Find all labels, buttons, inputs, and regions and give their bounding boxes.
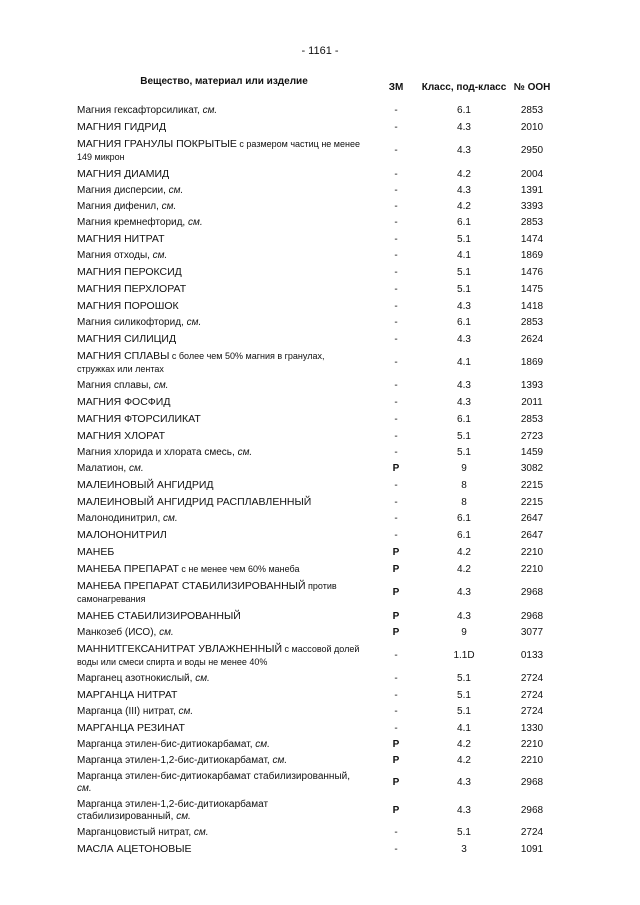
marine-pollutant-cell: -	[394, 185, 398, 196]
class-cell: 4.3	[457, 777, 471, 788]
table-row	[77, 136, 557, 166]
substance-name-cell	[77, 625, 371, 641]
un-number-cell: 2853	[520, 413, 544, 425]
class-cell: 4.3	[457, 805, 471, 816]
un-number-cell: 2724	[520, 827, 544, 838]
substance-name: МАГНИЯ СПЛАВЫ	[77, 350, 170, 362]
class-cell: 5.1	[457, 233, 471, 245]
un-number-cell: 2724	[520, 673, 544, 684]
substance-name-cell	[77, 119, 371, 136]
un-number-cell: 2010	[520, 121, 544, 133]
table-row	[77, 704, 557, 720]
substance-name-cell	[77, 477, 371, 494]
marine-pollutant-cell: -	[394, 689, 398, 701]
un-number-cell: 2215	[520, 496, 544, 508]
substance-name-cell	[77, 753, 371, 769]
un-number-cell: 1459	[520, 447, 544, 458]
table-row	[77, 394, 557, 411]
see-reference: см.	[269, 755, 288, 766]
marine-pollutant-cell: -	[394, 333, 398, 345]
class-cell: 4.2	[457, 755, 471, 766]
marine-pollutant-cell: P	[392, 563, 400, 575]
un-number-cell: 3393	[520, 201, 544, 212]
table-row	[77, 737, 557, 753]
table-row	[77, 348, 557, 378]
un-number-cell: 1869	[520, 357, 544, 368]
marine-pollutant-cell: -	[394, 447, 398, 458]
substance-name-cell	[77, 348, 371, 378]
class-cell: 5.1	[457, 689, 471, 701]
class-cell: 4.3	[457, 121, 471, 133]
marine-pollutant-cell: -	[394, 283, 398, 295]
substance-name-cell	[77, 608, 371, 625]
class-cell: 4.2	[457, 739, 471, 750]
un-number-cell: 1475	[520, 283, 544, 295]
substance-name: Марганец азотнокислый,	[77, 673, 193, 684]
table-row	[77, 378, 557, 394]
substance-name-cell	[77, 461, 371, 477]
substance-name-cell	[77, 281, 371, 298]
table-row	[77, 641, 557, 671]
substance-name: МАГНИЯ ДИАМИД	[77, 168, 170, 180]
marine-pollutant-cell: P	[392, 610, 400, 622]
substance-name: Магния сплавы,	[77, 380, 152, 391]
substance-name-cell	[77, 136, 371, 166]
marine-pollutant-cell: P	[392, 627, 400, 638]
class-cell: 1.1D	[453, 650, 475, 661]
un-number-cell: 2210	[520, 755, 544, 766]
table-row	[77, 687, 557, 704]
substance-name: МАРГАНЦА РЕЗИНАТ	[77, 722, 185, 734]
substance-name-cell	[77, 841, 371, 858]
class-cell: 6.1	[457, 413, 471, 425]
substance-name: МАНЕБА ПРЕПАРАТ СТАБИЛИЗИРОВАННЫЙ	[77, 580, 306, 592]
marine-pollutant-cell: P	[392, 546, 400, 558]
table-row	[77, 527, 557, 544]
marine-pollutant-cell: P	[392, 587, 400, 598]
table-row	[77, 199, 557, 215]
substance-name-cell	[77, 428, 371, 445]
un-number-cell: 2210	[520, 739, 544, 750]
class-cell: 5.1	[457, 673, 471, 684]
table-row	[77, 841, 557, 858]
substance-name: МАГНИЯ СИЛИЦИД	[77, 333, 177, 345]
table-row	[77, 578, 557, 608]
see-reference: см.	[234, 447, 253, 458]
table-row	[77, 331, 557, 348]
marine-pollutant-cell: -	[394, 843, 398, 855]
marine-pollutant-cell: -	[394, 233, 398, 245]
substance-name-cell	[77, 248, 371, 264]
marine-pollutant-cell: -	[394, 168, 398, 180]
class-cell: 3	[461, 843, 467, 855]
un-number-cell: 2968	[520, 587, 544, 598]
substance-name: МАГНИЯ ПЕРХЛОРАТ	[77, 283, 187, 295]
un-number-cell: 2724	[520, 689, 544, 701]
class-cell: 4.2	[457, 546, 471, 558]
table-row	[77, 511, 557, 527]
marine-pollutant-cell: P	[392, 463, 400, 474]
substance-name-cell	[77, 315, 371, 331]
substance-name-cell	[77, 298, 371, 315]
un-number-cell: 2210	[520, 546, 544, 558]
marine-pollutant-cell: -	[394, 496, 398, 508]
substance-name-cell	[77, 797, 371, 825]
substance-name-cell	[77, 215, 371, 231]
substance-qualifier: с более чем 50% магния в гранулах, стружках или лентах	[77, 351, 325, 374]
class-cell: 8	[461, 496, 467, 508]
see-reference: см.	[158, 201, 177, 212]
marine-pollutant-cell: -	[394, 145, 398, 156]
see-reference: см.	[156, 627, 174, 638]
table-row	[77, 720, 557, 737]
marine-pollutant-cell: P	[392, 805, 400, 816]
marine-pollutant-cell: -	[394, 430, 398, 442]
table-row	[77, 103, 557, 119]
class-cell: 4.2	[457, 201, 471, 212]
header-marine-pollutant: ЗМ	[388, 81, 404, 93]
substance-name: МАНЕБ	[77, 546, 115, 558]
un-number-cell: 2853	[520, 317, 544, 328]
substance-name-cell	[77, 264, 371, 281]
class-cell: 5.1	[457, 283, 471, 295]
class-cell: 6.1	[457, 317, 471, 328]
table-row	[77, 215, 557, 231]
marine-pollutant-cell: -	[394, 121, 398, 133]
substance-qualifier: против самонагревания	[77, 581, 337, 604]
substance-name: Марганца этилен-бис-дитиокарбамат,	[77, 739, 253, 750]
table-row	[77, 248, 557, 264]
substance-name: МАННИТГЕКСАНИТРАТ УВЛАЖНЕННЫЙ	[77, 643, 283, 655]
table-row	[77, 231, 557, 248]
un-number-cell: 2647	[520, 529, 544, 541]
un-number-cell: 2968	[520, 610, 544, 622]
un-number-cell: 2853	[520, 105, 544, 116]
see-reference: см.	[160, 513, 178, 524]
substance-name-cell	[77, 511, 371, 527]
substance-name: Малонодинитрил,	[77, 513, 161, 524]
see-reference: см.	[173, 811, 191, 822]
marine-pollutant-cell: -	[394, 266, 398, 278]
substance-name-cell	[77, 183, 371, 199]
substance-name-cell	[77, 411, 371, 428]
substance-name: Марганца этилен-1,2-бис-дитиокарбамат,	[77, 755, 270, 766]
substance-name: МАРГАНЦА НИТРАТ	[77, 689, 178, 701]
substance-name-cell	[77, 687, 371, 704]
class-cell: 4.2	[457, 563, 471, 575]
see-reference: см.	[175, 706, 194, 717]
see-reference: см.	[183, 317, 202, 328]
un-number-cell: 2210	[520, 563, 544, 575]
class-cell: 4.3	[457, 333, 471, 345]
table-row	[77, 625, 557, 641]
substance-name: МАГНИЯ НИТРАТ	[77, 233, 165, 245]
see-reference: см.	[165, 185, 184, 196]
class-cell: 5.1	[457, 827, 471, 838]
class-cell: 5.1	[457, 447, 471, 458]
substance-name: МАГНИЯ ХЛОРАТ	[77, 430, 166, 442]
see-reference: см.	[185, 217, 203, 228]
marine-pollutant-cell: -	[394, 827, 398, 838]
substance-name-cell	[77, 103, 371, 119]
substance-name-cell	[77, 544, 371, 561]
un-number-cell: 1391	[520, 185, 544, 196]
marine-pollutant-cell: P	[392, 739, 400, 750]
un-number-cell: 2950	[520, 145, 544, 156]
table-row	[77, 494, 557, 511]
un-number-cell: 2724	[520, 706, 544, 717]
substance-name: МАНЕБА ПРЕПАРАТ	[77, 563, 179, 575]
table-row	[77, 477, 557, 494]
table-row	[77, 769, 557, 797]
substance-name-cell	[77, 394, 371, 411]
see-reference: см.	[149, 250, 168, 261]
substance-qualifier: с массовой долей воды или смеси спирта и воды не менее 40%	[77, 644, 360, 667]
table-row	[77, 797, 557, 825]
marine-pollutant-cell: -	[394, 650, 398, 661]
marine-pollutant-cell: -	[394, 706, 398, 717]
marine-pollutant-cell: -	[394, 300, 398, 312]
substance-name: МАГНИЯ ФОСФИД	[77, 396, 171, 408]
un-number-cell: 0133	[520, 650, 544, 661]
marine-pollutant-cell: P	[392, 755, 400, 766]
substance-name: МАГНИЯ ПОРОШОК	[77, 300, 179, 312]
header-un-number: № ООН	[513, 81, 551, 93]
class-cell: 4.3	[457, 300, 471, 312]
table-row	[77, 411, 557, 428]
table-row	[77, 281, 557, 298]
class-cell: 4.1	[457, 722, 471, 734]
un-number-cell: 3082	[520, 463, 544, 474]
class-cell: 4.3	[457, 145, 471, 156]
substance-name: МАНЕБ СТАБИЛИЗИРОВАННЫЙ	[77, 610, 241, 622]
marine-pollutant-cell: -	[394, 380, 398, 391]
substance-name-cell	[77, 331, 371, 348]
un-number-cell: 1418	[520, 300, 544, 312]
class-cell: 6.1	[457, 105, 471, 116]
un-number-cell: 2004	[520, 168, 544, 180]
substance-name-cell	[77, 720, 371, 737]
substance-qualifier: с размером частиц не менее 149 микрон	[77, 139, 360, 162]
substance-name: МАСЛА АЦЕТОНОВЫЕ	[77, 843, 192, 855]
class-cell: 4.1	[457, 357, 471, 368]
un-number-cell: 1091	[520, 843, 544, 855]
substance-name-cell	[77, 231, 371, 248]
substance-name: Магния силикофторид,	[77, 317, 184, 328]
substances-table	[77, 72, 557, 858]
marine-pollutant-cell: -	[394, 479, 398, 491]
marine-pollutant-cell: -	[394, 357, 398, 368]
substance-name-cell	[77, 641, 371, 671]
class-cell: 4.3	[457, 380, 471, 391]
substance-name: Марганца этилен-1,2-бис-дитиокарбамат стабилизированный,	[77, 799, 269, 822]
see-reference: см.	[191, 827, 209, 838]
substance-name: МАГНИЯ ГРАНУЛЫ ПОКРЫТЫЕ	[77, 138, 237, 150]
table-row	[77, 315, 557, 331]
class-cell: 4.2	[457, 168, 471, 180]
class-cell: 9	[461, 463, 467, 474]
marine-pollutant-cell: -	[394, 105, 398, 116]
class-cell: 4.1	[457, 250, 471, 261]
substance-name-cell	[77, 494, 371, 511]
class-cell: 5.1	[457, 430, 471, 442]
un-number-cell: 2853	[520, 217, 544, 228]
substance-name-cell	[77, 671, 371, 687]
see-reference: см.	[151, 380, 169, 391]
un-number-cell: 1476	[520, 266, 544, 278]
substance-name: Манкозеб (ИСО),	[77, 627, 157, 638]
see-reference: см.	[77, 783, 92, 794]
class-cell: 9	[461, 627, 467, 638]
see-reference: см.	[126, 463, 144, 474]
table-row	[77, 544, 557, 561]
marine-pollutant-cell: -	[394, 673, 398, 684]
substance-name-cell	[77, 704, 371, 720]
substance-name: Марганца этилен-бис-дитиокарбамат стабилизированный,	[77, 771, 351, 782]
table-row	[77, 461, 557, 477]
class-cell: 8	[461, 479, 467, 491]
class-cell: 6.1	[457, 529, 471, 541]
substance-name-cell	[77, 825, 371, 841]
substance-name-cell	[77, 561, 371, 578]
table-row	[77, 671, 557, 687]
table-row	[77, 183, 557, 199]
un-number-cell: 3077	[520, 627, 544, 638]
substance-name: Марганцовистый нитрат,	[77, 827, 192, 838]
un-number-cell: 2011	[521, 396, 543, 408]
substance-qualifier: с не менее чем 60% манеба	[178, 564, 300, 574]
header-class: Класс, под-класс	[421, 81, 507, 93]
marine-pollutant-cell: -	[394, 201, 398, 212]
table-header-row	[77, 72, 557, 103]
marine-pollutant-cell: -	[394, 217, 398, 228]
substance-name-cell	[77, 166, 371, 183]
substance-name: Малатион,	[77, 463, 127, 474]
substance-name: Магния отходы,	[77, 250, 150, 261]
substance-name: Магния хлорида и хлората смесь,	[77, 447, 235, 458]
table-row	[77, 119, 557, 136]
substance-name: МАЛЕИНОВЫЙ АНГИДРИД	[77, 479, 214, 491]
substance-name: Магния гексафторсиликат,	[77, 105, 200, 116]
table-row	[77, 561, 557, 578]
marine-pollutant-cell: -	[394, 317, 398, 328]
substance-name: МАГНИЯ ГИДРИД	[77, 121, 167, 133]
marine-pollutant-cell: P	[392, 777, 400, 788]
un-number-cell: 1474	[520, 233, 544, 245]
un-number-cell: 1330	[520, 722, 544, 734]
substance-name-cell	[77, 769, 371, 797]
see-reference: см.	[252, 739, 270, 750]
substance-name: Магния кремнефторид,	[77, 217, 186, 228]
table-row	[77, 825, 557, 841]
substance-name: Марганца (III) нитрат,	[77, 706, 176, 717]
table-row	[77, 445, 557, 461]
un-number-cell: 2968	[520, 777, 544, 788]
substance-name-cell	[77, 378, 371, 394]
table-row	[77, 608, 557, 625]
class-cell: 4.3	[457, 610, 471, 622]
marine-pollutant-cell: -	[394, 250, 398, 261]
marine-pollutant-cell: -	[394, 529, 398, 541]
see-reference: см.	[192, 673, 210, 684]
un-number-cell: 2723	[520, 430, 544, 442]
substance-name-cell	[77, 578, 371, 608]
substance-name-cell	[77, 445, 371, 461]
un-number-cell: 2215	[520, 479, 544, 491]
marine-pollutant-cell: -	[394, 413, 398, 425]
substance-name-cell	[77, 737, 371, 753]
substance-name: МАГНИЯ ПЕРОКСИД	[77, 266, 182, 278]
substance-name: МАЛОНОНИТРИЛ	[77, 529, 167, 541]
substance-name: Магния дисперсии,	[77, 185, 166, 196]
table-row	[77, 428, 557, 445]
marine-pollutant-cell: -	[394, 722, 398, 734]
table-row	[77, 264, 557, 281]
un-number-cell: 1869	[520, 250, 544, 261]
marine-pollutant-cell: -	[394, 513, 398, 524]
class-cell: 5.1	[457, 706, 471, 717]
header-name: Вещество, материал или изделие	[140, 76, 308, 87]
substance-name-cell	[77, 199, 371, 215]
un-number-cell: 2968	[520, 805, 544, 816]
see-reference: см.	[199, 105, 218, 116]
table-row	[77, 753, 557, 769]
table-row	[77, 298, 557, 315]
substance-name: Магния дифенил,	[77, 201, 159, 212]
substance-name: МАГНИЯ ФТОРСИЛИКАТ	[77, 413, 201, 425]
class-cell: 6.1	[457, 217, 471, 228]
page-number: - 1161 -	[301, 45, 339, 57]
class-cell: 5.1	[457, 266, 471, 278]
class-cell: 4.3	[457, 587, 471, 598]
substance-name-cell	[77, 527, 371, 544]
marine-pollutant-cell: -	[394, 396, 398, 408]
table-row	[77, 166, 557, 183]
un-number-cell: 2624	[520, 333, 544, 345]
class-cell: 4.3	[457, 396, 471, 408]
un-number-cell: 2647	[520, 513, 544, 524]
class-cell: 6.1	[457, 513, 471, 524]
un-number-cell: 1393	[520, 380, 544, 391]
substance-name: МАЛЕИНОВЫЙ АНГИДРИД РАСПЛАВЛЕННЫЙ	[77, 496, 312, 508]
class-cell: 4.3	[457, 185, 471, 196]
